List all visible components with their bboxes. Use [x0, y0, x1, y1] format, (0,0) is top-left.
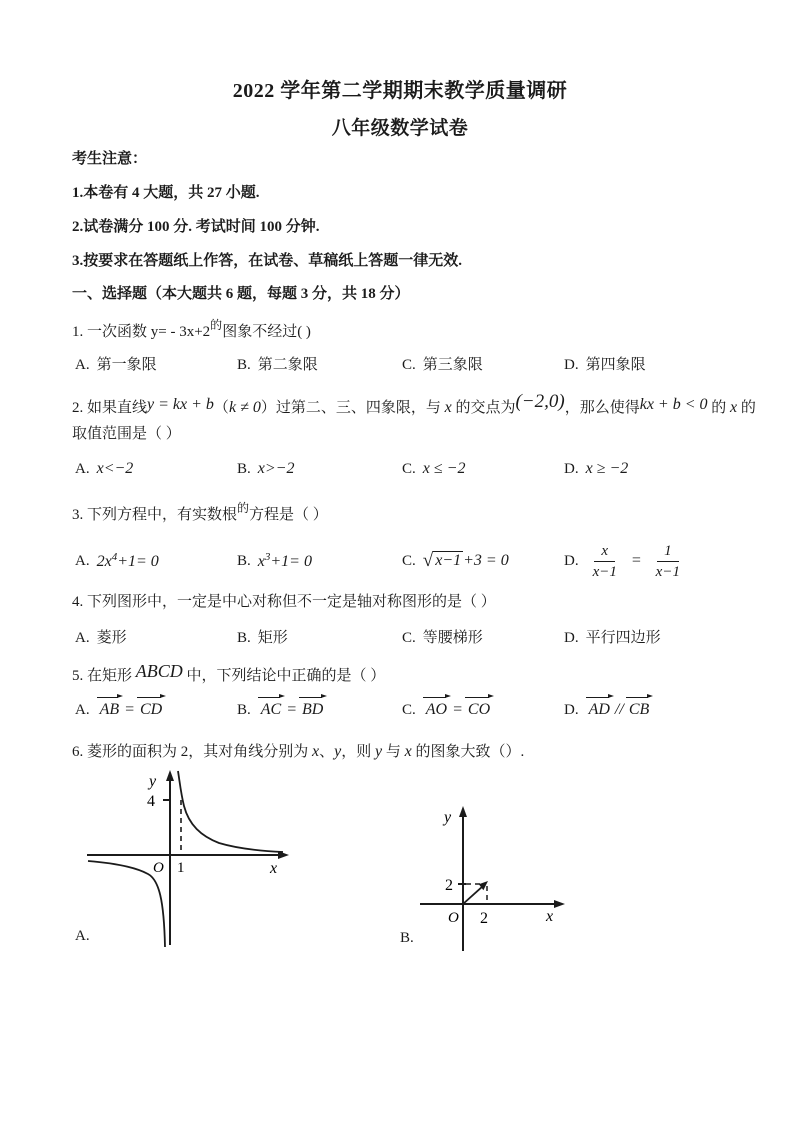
- q3-d-fraction-left: [586, 542, 624, 581]
- q2-math-inequality: kx + b < 0: [639, 396, 708, 413]
- figure-a-option-label: A.: [75, 928, 90, 944]
- question-1-stem: [72, 317, 770, 344]
- page-subtitle: 八年级数学试卷: [331, 118, 469, 139]
- figure-a-curve-quadrant-1: [178, 771, 283, 852]
- q2-text-7: 的: [740, 400, 756, 416]
- q3-d-num-left: x: [594, 542, 615, 562]
- q5-option-d-label: D.: [564, 702, 579, 718]
- q2-text-4: 的交点为: [455, 400, 516, 416]
- q1-text: 1. 一次函数 y= - 3x+2: [72, 324, 211, 340]
- q2-option-a: [75, 460, 237, 478]
- q3-option-b-math: [258, 551, 312, 571]
- q3-d-equals: =: [630, 552, 642, 569]
- question-2-stem-line-2: 取值范围是（ ）: [72, 426, 181, 442]
- notice-heading: 考生注意：: [72, 151, 148, 167]
- q6-math-x: x: [312, 743, 320, 760]
- q5-c-operator: =: [452, 701, 463, 718]
- q4-option-c: [402, 626, 564, 647]
- q3-d-den-right: x−1: [655, 563, 680, 580]
- figure-a-x-label: x: [270, 860, 278, 877]
- q4-option-b: [237, 626, 402, 647]
- q3-sup-de: 的: [237, 501, 250, 515]
- figure-a-y-tick-label: 4: [147, 793, 155, 810]
- q2-option-a-label: A.: [75, 461, 90, 477]
- q5-option-b-label: B.: [237, 702, 251, 718]
- figure-b-x-label: x: [546, 908, 554, 925]
- q3-c-radicand: x−1: [435, 552, 462, 569]
- q6-text-4: 与: [385, 744, 401, 760]
- q5-c-vector-2: CO: [465, 696, 493, 719]
- q1-option-d-text: 第四象限: [585, 357, 646, 373]
- q4-option-c-label: C.: [402, 630, 416, 646]
- q5-d-vector-2: CB: [626, 696, 652, 719]
- q1-option-b: [237, 353, 402, 374]
- figure-b-svg: [418, 806, 568, 954]
- q1-option-d-label: D.: [564, 357, 579, 373]
- notice-item-3: 3.按要求在答题纸上作答，在试卷、草稿纸上答题一律无效.: [72, 253, 463, 269]
- q2-math-x: x: [444, 399, 452, 416]
- q4-option-c-text: 等腰梯形: [422, 630, 483, 646]
- q6-math-y-2: y: [375, 743, 383, 760]
- q6-text-5: 的图象大致（）.: [415, 744, 525, 760]
- q2-math-x-2: x: [730, 399, 738, 416]
- question-3-options: [72, 532, 770, 590]
- q6-text-1: 菱形的面积为 2，其对角线分别为: [87, 744, 309, 760]
- figure-a-y-arrow-icon: [166, 770, 174, 781]
- q1-option-d: [564, 353, 770, 374]
- q4-option-d-text: 平行四边形: [585, 630, 661, 646]
- q1-sup-de: 的: [210, 318, 223, 332]
- q1-option-a-text: 第一象限: [96, 357, 157, 373]
- figure-b-x-tick-label: 2: [480, 910, 488, 927]
- q2-option-b: [237, 460, 402, 478]
- q2-text-6: 的: [711, 400, 727, 416]
- question-2-options: [72, 460, 770, 478]
- q3-option-d: [564, 532, 770, 590]
- q2-text-3: ）过第二、三、四象限，与: [260, 400, 441, 416]
- q5-d-operator: //: [614, 701, 624, 718]
- figure-b-y-label: y: [444, 809, 452, 826]
- q4-option-d: [564, 626, 770, 647]
- q5-option-c-math: [423, 696, 493, 719]
- q3-b-rest: +1= 0: [270, 553, 312, 570]
- q3-option-b-label: B.: [237, 552, 251, 569]
- q3-a-rest: +1= 0: [117, 553, 159, 570]
- figure-a-origin-label: O: [153, 860, 164, 876]
- q2-number: 2.: [72, 400, 84, 416]
- q1-option-b-label: B.: [237, 357, 251, 373]
- q5-option-c: [402, 696, 564, 719]
- q4-option-a-text: 菱形: [96, 630, 127, 646]
- q1-option-c-text: 第三象限: [422, 357, 483, 373]
- notice-item-1: 1.本卷有 4 大题，共 27 小题.: [72, 185, 260, 201]
- question-4-stem: 4. 下列图形中，一定是中心对称但不一定是轴对称图形的是（ ）: [72, 594, 496, 610]
- q3-text-1: 下列方程中，有实数根: [87, 507, 238, 523]
- q5-option-b-math: [258, 696, 327, 719]
- q3-d-den-left: x−1: [592, 563, 617, 580]
- q5-a-vector-2: CD: [137, 696, 165, 719]
- q4-option-d-label: D.: [564, 630, 579, 646]
- figure-a-graph: [85, 770, 290, 953]
- q2-option-c-label: C.: [402, 461, 416, 477]
- q1-option-c: [402, 353, 564, 374]
- q4-option-b-label: B.: [237, 630, 251, 646]
- q5-c-vector-1: AO: [423, 696, 450, 719]
- q3-a-exponent: 4: [111, 551, 118, 563]
- q5-a-vector-1: AB: [97, 696, 123, 719]
- q1-option-b-text: 第二象限: [257, 357, 318, 373]
- q5-d-vector-1: AD: [586, 696, 613, 719]
- figure-b-origin-label: O: [448, 910, 459, 926]
- q3-option-a-math: [97, 551, 159, 571]
- q4-option-a: [75, 626, 237, 647]
- q5-math-abcd: ABCD: [135, 661, 183, 681]
- q3-b-exponent: 3: [264, 551, 271, 563]
- q2-option-c: [402, 460, 564, 478]
- figure-b-ray: [463, 886, 483, 904]
- q2-text-5: ，那么使得: [564, 400, 640, 416]
- q5-option-b: [237, 696, 402, 719]
- q3-c-rest: +3 = 0: [463, 552, 509, 569]
- q5-b-operator: =: [286, 701, 298, 718]
- q3-option-b: [237, 532, 402, 590]
- q3-c-radical-sign: √: [422, 550, 434, 571]
- q6-text-3: ，则: [341, 744, 372, 760]
- q3-number: 3.: [72, 507, 84, 523]
- question-2-stem-line-1: [72, 388, 770, 420]
- figure-b-y-tick-label: 2: [445, 877, 453, 894]
- q1-option-a: [75, 353, 237, 374]
- figure-b-graph: [418, 806, 568, 959]
- question-4-options: [72, 626, 770, 647]
- q5-text-1: 在矩形: [87, 668, 133, 684]
- q6-number: 6.: [72, 744, 84, 760]
- q3-text-2: 方程是（ ）: [249, 507, 328, 523]
- q3-option-c-math: [423, 550, 509, 572]
- question-5-options: [72, 696, 770, 719]
- q5-option-d-math: [586, 696, 653, 719]
- figure-a-x-tick-label: 1: [177, 860, 185, 876]
- q6-text-2: 、: [319, 744, 335, 760]
- q2-math-point: (−2,0): [515, 391, 565, 412]
- q3-option-a-label: A.: [75, 552, 90, 569]
- q6-math-x-2: x: [404, 743, 412, 760]
- q5-option-a-label: A.: [75, 702, 90, 718]
- q2-math-line-equation: y = kx + b: [147, 396, 214, 413]
- q3-b-base: x: [257, 553, 265, 570]
- q6-math-y: y: [334, 743, 342, 760]
- q3-option-c: [402, 532, 564, 590]
- q4-option-b-text: 矩形: [257, 630, 288, 646]
- question-5-stem: [72, 658, 770, 688]
- page-title: 2022 学年第二学期期末教学质量调研: [232, 80, 568, 102]
- figure-b-x-arrow-icon: [554, 900, 565, 908]
- q2-option-a-math: x<−2: [96, 460, 134, 477]
- q1-option-a-label: A.: [75, 357, 90, 373]
- q5-b-vector-1: AC: [258, 696, 284, 719]
- q3-option-a: [75, 532, 237, 590]
- q2-option-d: [564, 460, 770, 478]
- figure-a-svg: [85, 770, 290, 948]
- q3-d-fraction-right: [649, 542, 687, 581]
- q2-text-1: 如果直线: [87, 400, 148, 416]
- q5-option-d: [564, 696, 770, 719]
- q2-option-b-label: B.: [237, 461, 251, 477]
- figure-a-y-label: y: [149, 773, 157, 790]
- q2-option-b-math: x>−2: [257, 460, 295, 477]
- q5-option-a-math: [97, 696, 166, 719]
- question-6-stem: [72, 740, 770, 764]
- q3-option-c-label: C.: [402, 552, 416, 569]
- q1-text-2: 图象不经过( ): [222, 324, 311, 340]
- q5-b-vector-2: BD: [299, 696, 326, 719]
- q4-option-a-label: A.: [75, 630, 90, 646]
- q2-text-2: （: [213, 400, 229, 416]
- figure-b-option-label: B.: [400, 930, 414, 946]
- q3-d-num-right: 1: [657, 542, 679, 562]
- question-3-stem: [72, 500, 770, 527]
- q2-option-d-label: D.: [564, 461, 579, 477]
- figure-b-y-arrow-icon: [459, 806, 467, 817]
- q2-option-c-math: x ≤ −2: [422, 460, 466, 477]
- q5-a-operator: =: [124, 701, 135, 718]
- q5-option-c-label: C.: [402, 702, 416, 718]
- q5-text-2: 中，下列结论中正确的是（ ）: [186, 668, 386, 684]
- q3-option-d-label: D.: [564, 552, 579, 569]
- q2-option-d-math: x ≥ −2: [585, 460, 629, 477]
- q5-number: 5.: [72, 668, 84, 684]
- q5-option-a: [75, 696, 237, 719]
- notice-item-2: 2.试卷满分 100 分. 考试时间 100 分钟.: [72, 219, 320, 235]
- section-1-heading: 一、选择题（本大题共 6 题，每题 3 分，共 18 分）: [72, 286, 410, 302]
- q2-math-k-ne-0: k ≠ 0: [228, 399, 261, 416]
- q3-a-base: 2x: [96, 553, 112, 570]
- q1-option-c-label: C.: [402, 357, 416, 373]
- question-1-options: [72, 353, 770, 374]
